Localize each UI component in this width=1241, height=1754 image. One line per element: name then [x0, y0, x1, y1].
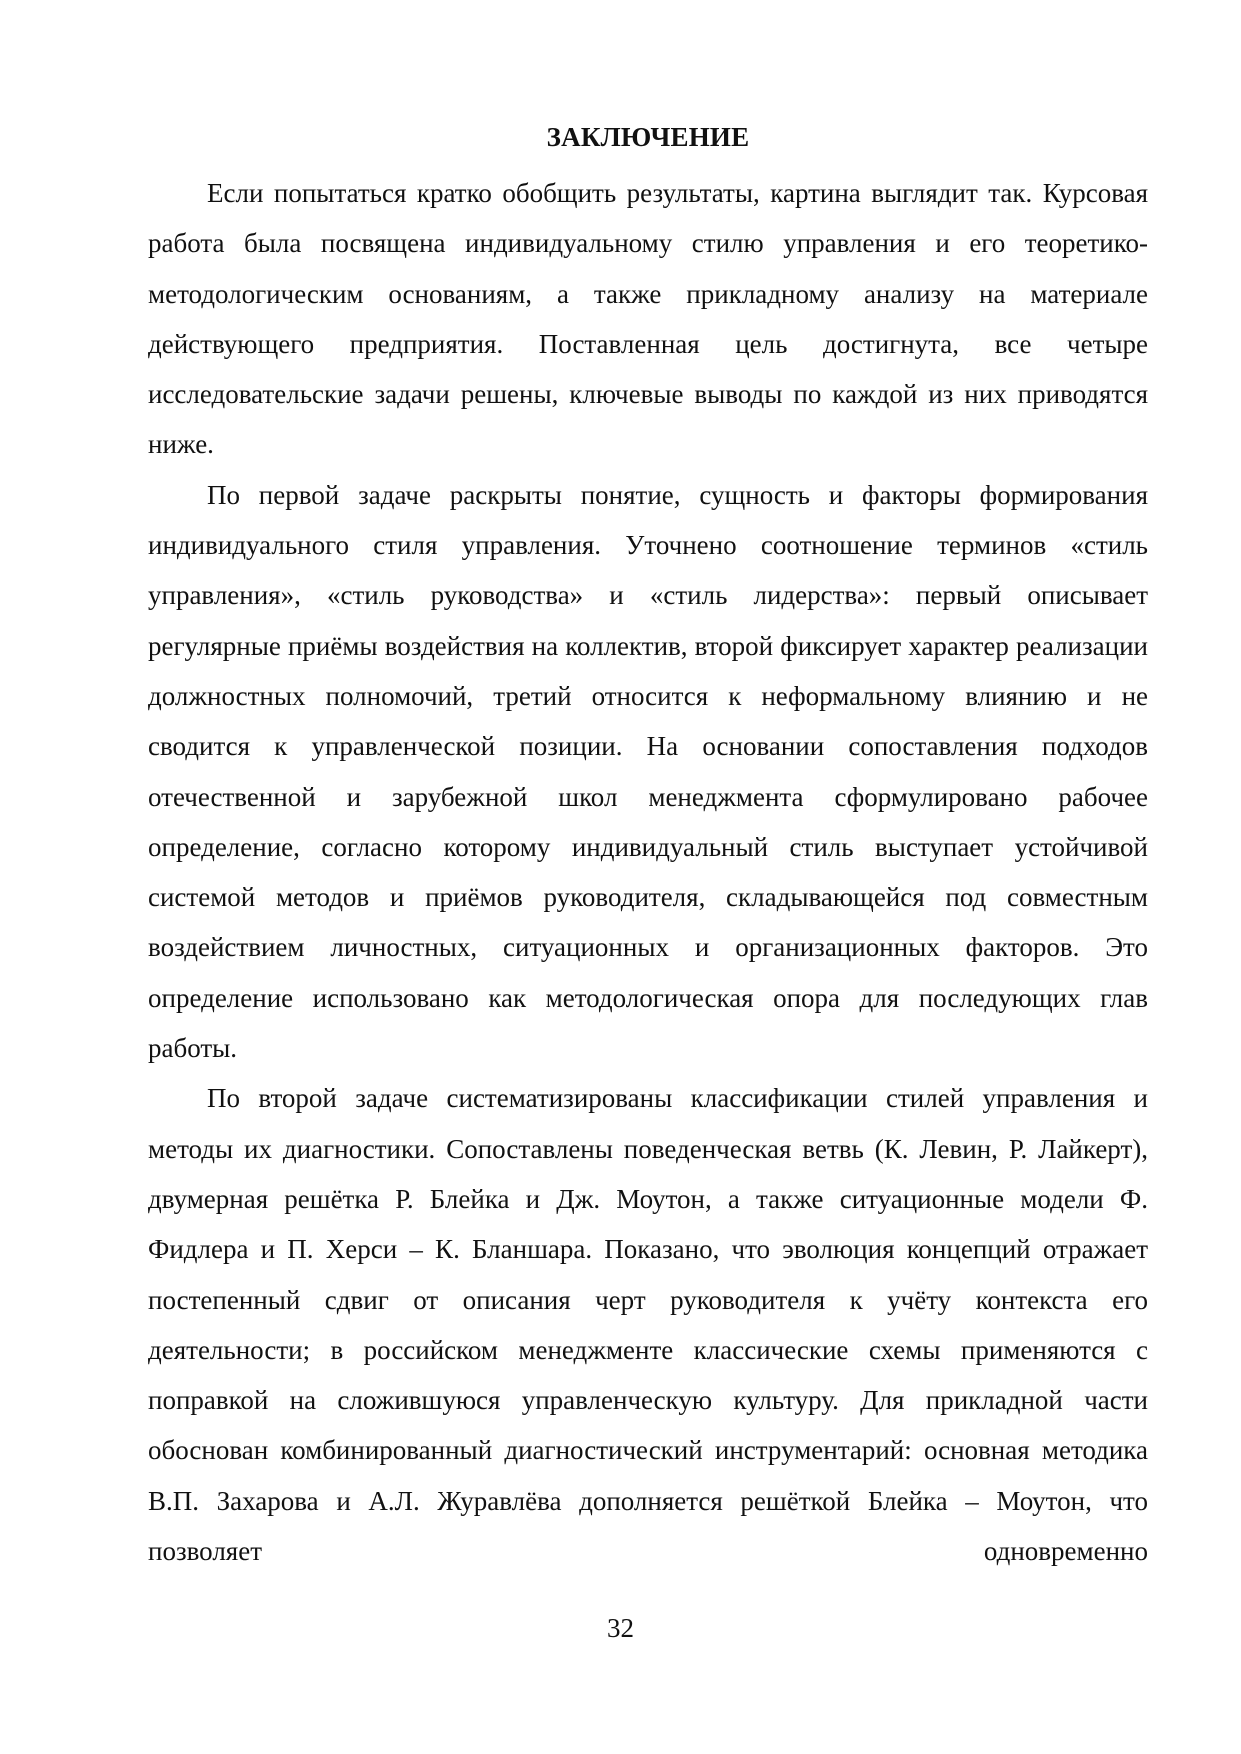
- section-heading: ЗАКЛЮЧЕНИЕ: [546, 122, 750, 152]
- page-number: 32: [607, 1613, 634, 1643]
- paragraph-2: По первой задаче раскрыты понятие, сущность и факторы формирования индивидуального стиля управления. Уточнено соотношение терминов «стиль управления», «стиль руководства» и «стиль лидерства»: первый описывает регулярные приёмы воздействия на коллектив, второй фиксирует характер реализации должностных полномочий, третий относится к неформальному влиянию и не сводится к управленческой позиции. На основании сопоставления подходов отечественной и зарубежной школ менеджмента сформулировано рабочее определение, согласно которому индивидуальный стиль выступает устойчивой системой методов и приёмов руководителя, складывающейся под совместным воздействием личностных, ситуационных и организационных факторов. Это определение использовано как методологическая опора для последующих глав работы.: [148, 479, 1148, 1064]
- paragraph-1: Если попытаться кратко обобщить результаты, картина выглядит так. Курсовая работа была посвящена индивидуальному стилю управления и его теоретико-методологическим основаниям, а также прикладному анализу на материале действующего предприятия. Поставленная цель достигнута, все четыре исследовательские задачи решены, ключевые выводы по каждой из них приводятся ниже.: [148, 178, 1148, 460]
- paragraph-3: По второй задаче систематизированы классификации стилей управления и методы их диагностики. Сопоставлены поведенческая ветвь (К. Левин, Р. Лайкерт), двумерная решётка Р. Блейка и Дж. Моутон, а также ситуационные модели Ф. Фидлера и П. Херси – К. Бланшара. Показано, что эволюция концепций отражает постепенный сдвиг от описания черт руководителя к учёту контекста его деятельности; в российском менеджменте классические схемы применяются с поправкой на сложившуюся управленческую культуру. Для прикладной части обоснован комбинированный диагностический инструментарий: основная методика В.П. Захарова и А.Л. Журавлёва дополняется решёткой Блейка – Моутон, что позволяет одновременно: [148, 1083, 1148, 1567]
- page-content: [148, 118, 1148, 1576]
